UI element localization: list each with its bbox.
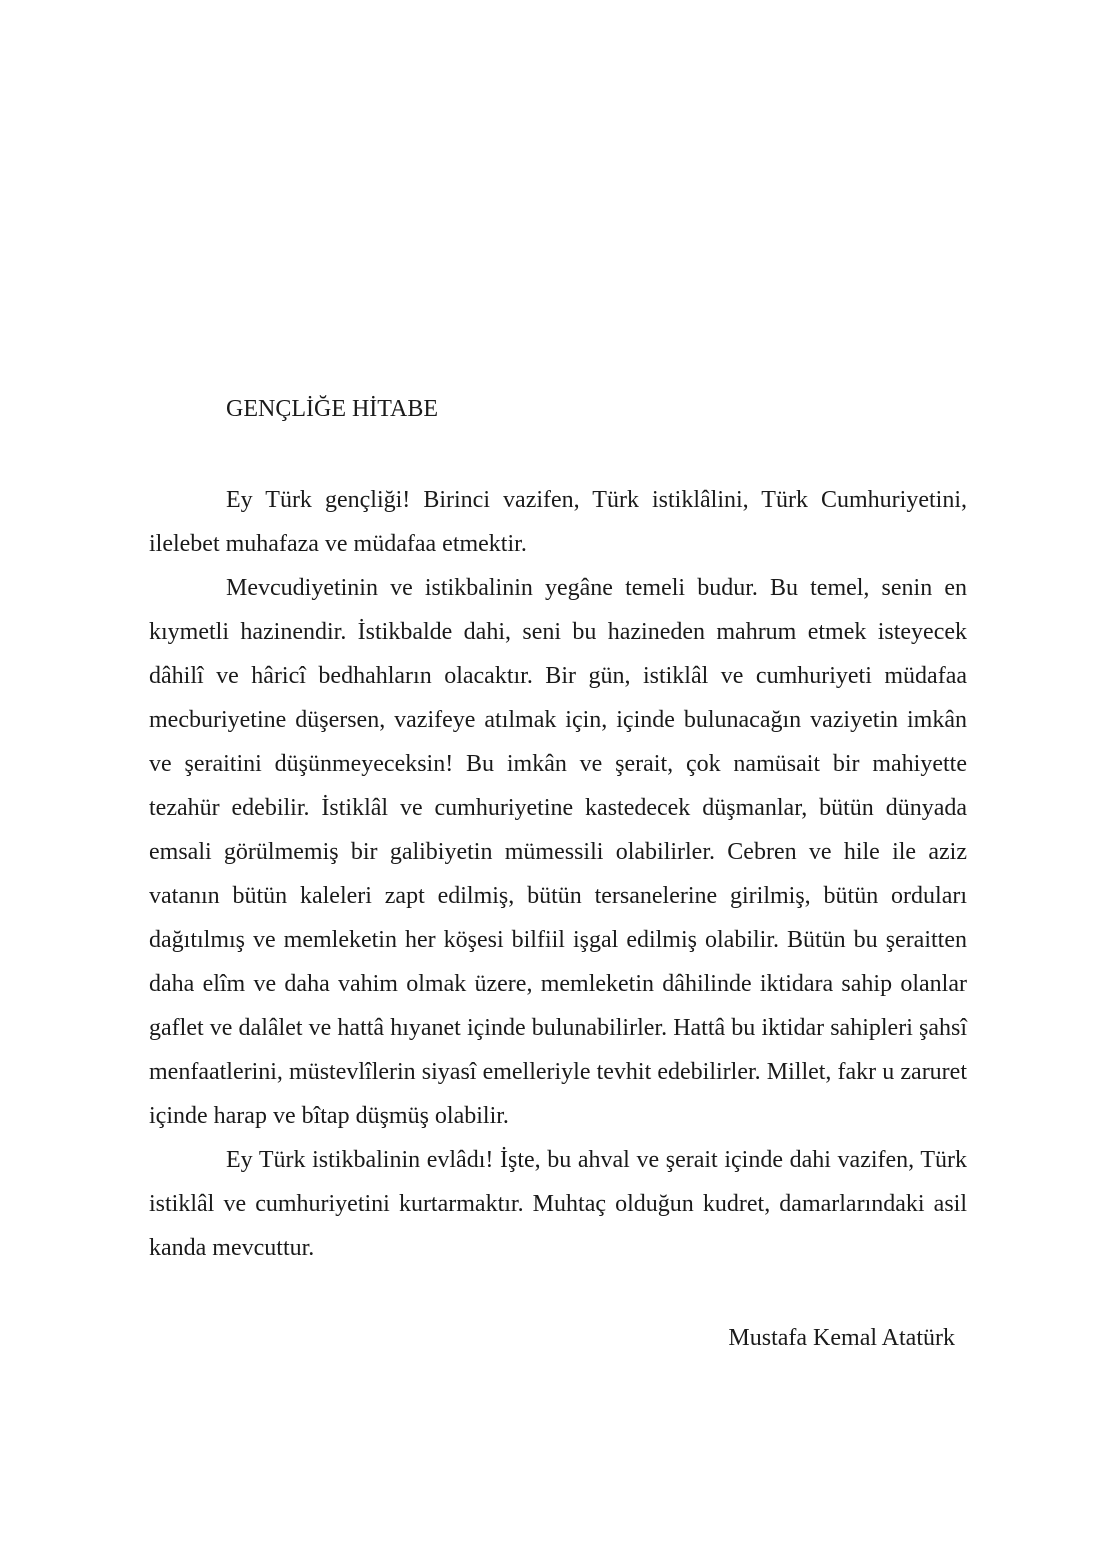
paragraph-1: Ey Türk gençliği! Birinci vazifen, Türk istiklâlini, Türk Cumhuriyetini, ilelebet muhafaza ve müdafaa etmektir. [149, 487, 967, 557]
speech-body [149, 478, 967, 1270]
author-signature: Mustafa Kemal Atatürk [728, 1325, 955, 1351]
page-title: GENÇLİĞE HİTABE [226, 396, 439, 422]
paragraph-2: Mevcudiyetinin ve istikbalinin yegâne temeli budur. Bu temel, senin en kıymetli hazinendir. İstikbalde dahi, seni bu hazineden mahrum etmek isteyecek dâhilî ve hâricî bedhahların olacaktır. Bir gün, istiklâl ve cumhuriyeti müdafaa mecburiyetine düşersen, vazifeye atılmak için, içinde bulunacağın vaziyetin imkân ve şeraitini düşünmeyeceksin! Bu imkân ve şerait, çok namüsait bir mahiyette tezahür edebilir. İstiklâl ve cumhuriyetine kastedecek düşmanlar, bütün dünyada emsali görülmemiş bir galibiyetin mümessili olabilirler. Cebren ve hile ile aziz vatanın bütün kaleleri zapt edilmiş, bütün tersanelerine girilmiş, bütün orduları dağıtılmış ve memleketin her köşesi bilfiil işgal edilmiş olabilir. Bütün bu şeraitten daha elîm ve daha vahim olmak üzere, memleketin dâhilinde iktidara sahip olanlar gaflet ve dalâlet ve hattâ hıyanet içinde bulunabilirler. Hattâ bu iktidar sahipleri şahsî menfaatlerini, müstevlîlerin siyasî emelleriyle tevhit edebilirler. Millet, fakr u zaruret içinde harap ve bîtap düşmüş olabilir. [149, 575, 967, 1129]
paragraph-3: Ey Türk istikbalinin evlâdı! İşte, bu ahval ve şerait içinde dahi vazifen, Türk istiklâl ve cumhuriyetini kurtarmaktır. Muhtaç olduğun kudret, damarlarındaki asil kanda mevcuttur. [149, 1147, 967, 1261]
